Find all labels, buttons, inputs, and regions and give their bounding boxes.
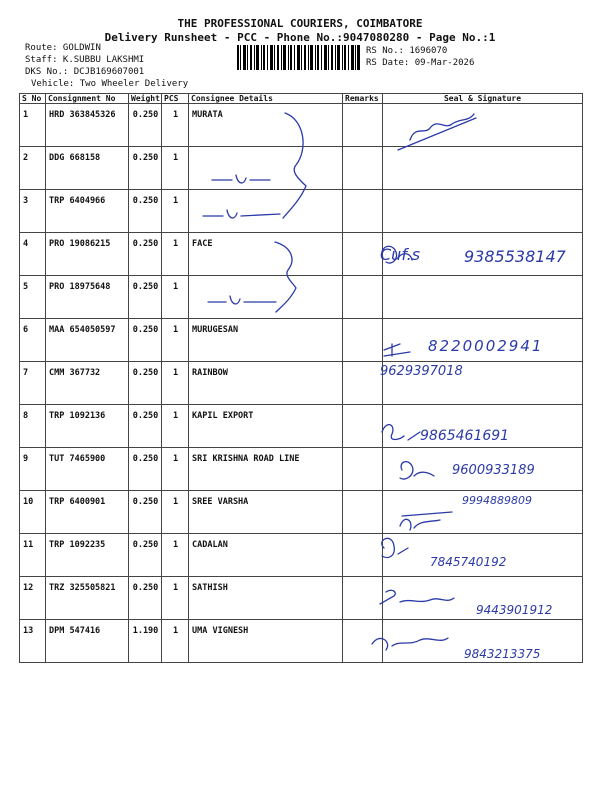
row-consignment-no: TRP 6404966 xyxy=(46,190,129,233)
row-pcs: 1 xyxy=(162,577,189,620)
row-remarks xyxy=(343,534,383,577)
row-seal-signature xyxy=(383,104,583,147)
row-weight: 0.250 xyxy=(129,147,162,190)
row-pcs: 1 xyxy=(162,190,189,233)
runsheet-subtitle: Delivery Runsheet - PCC - Phone No.:9047080280 - Page No.:1 xyxy=(104,31,496,44)
row-consignee: MURATA xyxy=(189,104,343,147)
row-remarks xyxy=(343,577,383,620)
row-consignee: CADALAN xyxy=(189,534,343,577)
row-weight: 0.250 xyxy=(129,276,162,319)
row-pcs: 1 xyxy=(162,104,189,147)
row-pcs: 1 xyxy=(162,319,189,362)
row-remarks xyxy=(343,104,383,147)
handwritten-phone: 9865461691 xyxy=(420,428,510,444)
row-weight: 0.250 xyxy=(129,362,162,405)
barcode-image xyxy=(237,45,360,70)
row-remarks xyxy=(343,362,383,405)
handwritten-phone: 9629397018 xyxy=(380,364,463,379)
row-remarks xyxy=(343,405,383,448)
row-weight: 0.250 xyxy=(129,405,162,448)
row-consignment-no: CMM 367732 xyxy=(46,362,129,405)
handwritten-phone: 8220002941 xyxy=(428,337,544,355)
row-seal-signature xyxy=(383,147,583,190)
row-sno: 12 xyxy=(20,577,46,620)
row-consignee: RAINBOW xyxy=(189,362,343,405)
row-consignment-no: TRP 6400901 xyxy=(46,491,129,534)
row-pcs: 1 xyxy=(162,620,189,663)
row-consignee: MURUGESAN xyxy=(189,319,343,362)
row-sno: 5 xyxy=(20,276,46,319)
handwritten-phone: 9600933189 xyxy=(452,463,535,478)
row-consignee: UMA VIGNESH xyxy=(189,620,343,663)
table-row xyxy=(20,362,583,405)
dks-line: DKS No.: DCJB169607001 xyxy=(25,67,145,77)
row-seal-signature xyxy=(383,276,583,319)
company-title: THE PROFESSIONAL COURIERS, COIMBATORE xyxy=(177,17,423,30)
handwritten-phone: 9443901912 xyxy=(476,603,553,617)
row-weight: 0.250 xyxy=(129,577,162,620)
table-row xyxy=(20,147,583,190)
col-sno: S No xyxy=(20,94,46,104)
row-pcs: 1 xyxy=(162,448,189,491)
row-consignee: SREE VARSHA xyxy=(189,491,343,534)
vehicle-line: Vehicle: Two Wheeler Delivery xyxy=(31,79,189,89)
row-remarks xyxy=(343,147,383,190)
row-consignment-no: DDG 668158 xyxy=(46,147,129,190)
row-sno: 1 xyxy=(20,104,46,147)
runsheet-table xyxy=(19,93,583,663)
row-sno: 10 xyxy=(20,491,46,534)
row-pcs: 1 xyxy=(162,405,189,448)
row-sno: 3 xyxy=(20,190,46,233)
row-pcs: 1 xyxy=(162,534,189,577)
staff-line: Staff: K.SUBBU LAKSHMI xyxy=(25,55,145,65)
row-consignee xyxy=(189,147,343,190)
row-consignee xyxy=(189,190,343,233)
row-consignment-no: DPM 547416 xyxy=(46,620,129,663)
row-remarks xyxy=(343,233,383,276)
table-row xyxy=(20,276,583,319)
row-sno: 11 xyxy=(20,534,46,577)
row-consignment-no: PRO 18975648 xyxy=(46,276,129,319)
table-header-row xyxy=(20,94,583,104)
row-consignment-no: HRD 363845326 xyxy=(46,104,129,147)
handwritten-phone: 7845740192 xyxy=(430,555,507,569)
row-remarks xyxy=(343,620,383,663)
row-weight: 0.250 xyxy=(129,491,162,534)
row-remarks xyxy=(343,491,383,534)
row-sno: 4 xyxy=(20,233,46,276)
row-remarks xyxy=(343,448,383,491)
rs-date: RS Date: 09-Mar-2026 xyxy=(366,58,475,68)
handwritten-name: Cuf.s xyxy=(380,245,421,264)
row-consignment-no: TUT 7465900 xyxy=(46,448,129,491)
table-row xyxy=(20,104,583,147)
col-consignment: Consignment No xyxy=(46,94,129,104)
row-pcs: 1 xyxy=(162,362,189,405)
row-pcs: 1 xyxy=(162,147,189,190)
row-consignee xyxy=(189,276,343,319)
row-consignee: KAPIL EXPORT xyxy=(189,405,343,448)
row-consignment-no: TRZ 325505821 xyxy=(46,577,129,620)
row-weight: 1.190 xyxy=(129,620,162,663)
row-weight: 0.250 xyxy=(129,448,162,491)
col-remarks: Remarks xyxy=(343,94,383,104)
row-remarks xyxy=(343,319,383,362)
row-consignment-no: TRP 1092235 xyxy=(46,534,129,577)
row-sno: 2 xyxy=(20,147,46,190)
row-pcs: 1 xyxy=(162,276,189,319)
row-consignment-no: MAA 654050597 xyxy=(46,319,129,362)
row-weight: 0.250 xyxy=(129,233,162,276)
table-row xyxy=(20,190,583,233)
route-line: Route: GOLDWIN xyxy=(25,43,101,53)
handwritten-phone: 9385538147 xyxy=(464,247,566,266)
col-pcs: PCS xyxy=(162,94,189,104)
row-consignee: FACE xyxy=(189,233,343,276)
row-pcs: 1 xyxy=(162,233,189,276)
row-weight: 0.250 xyxy=(129,534,162,577)
row-consignee: SRI KRISHNA ROAD LINE xyxy=(189,448,343,491)
row-weight: 0.250 xyxy=(129,104,162,147)
row-consignment-no: TRP 1092136 xyxy=(46,405,129,448)
handwritten-phone: 9994889809 xyxy=(462,494,532,507)
row-sno: 9 xyxy=(20,448,46,491)
row-seal-signature xyxy=(383,190,583,233)
row-weight: 0.250 xyxy=(129,319,162,362)
row-remarks xyxy=(343,276,383,319)
row-sno: 6 xyxy=(20,319,46,362)
row-consignment-no: PRO 19086215 xyxy=(46,233,129,276)
rs-number: RS No.: 1696070 xyxy=(366,46,448,56)
row-sno: 7 xyxy=(20,362,46,405)
row-consignee: SATHISH xyxy=(189,577,343,620)
col-weight: Weight xyxy=(129,94,162,104)
row-weight: 0.250 xyxy=(129,190,162,233)
row-remarks xyxy=(343,190,383,233)
row-sno: 8 xyxy=(20,405,46,448)
row-sno: 13 xyxy=(20,620,46,663)
row-pcs: 1 xyxy=(162,491,189,534)
col-consignee: Consignee Details xyxy=(189,94,343,104)
col-seal-signature: Seal & Signature xyxy=(383,94,583,104)
handwritten-phone: 9843213375 xyxy=(464,647,541,661)
